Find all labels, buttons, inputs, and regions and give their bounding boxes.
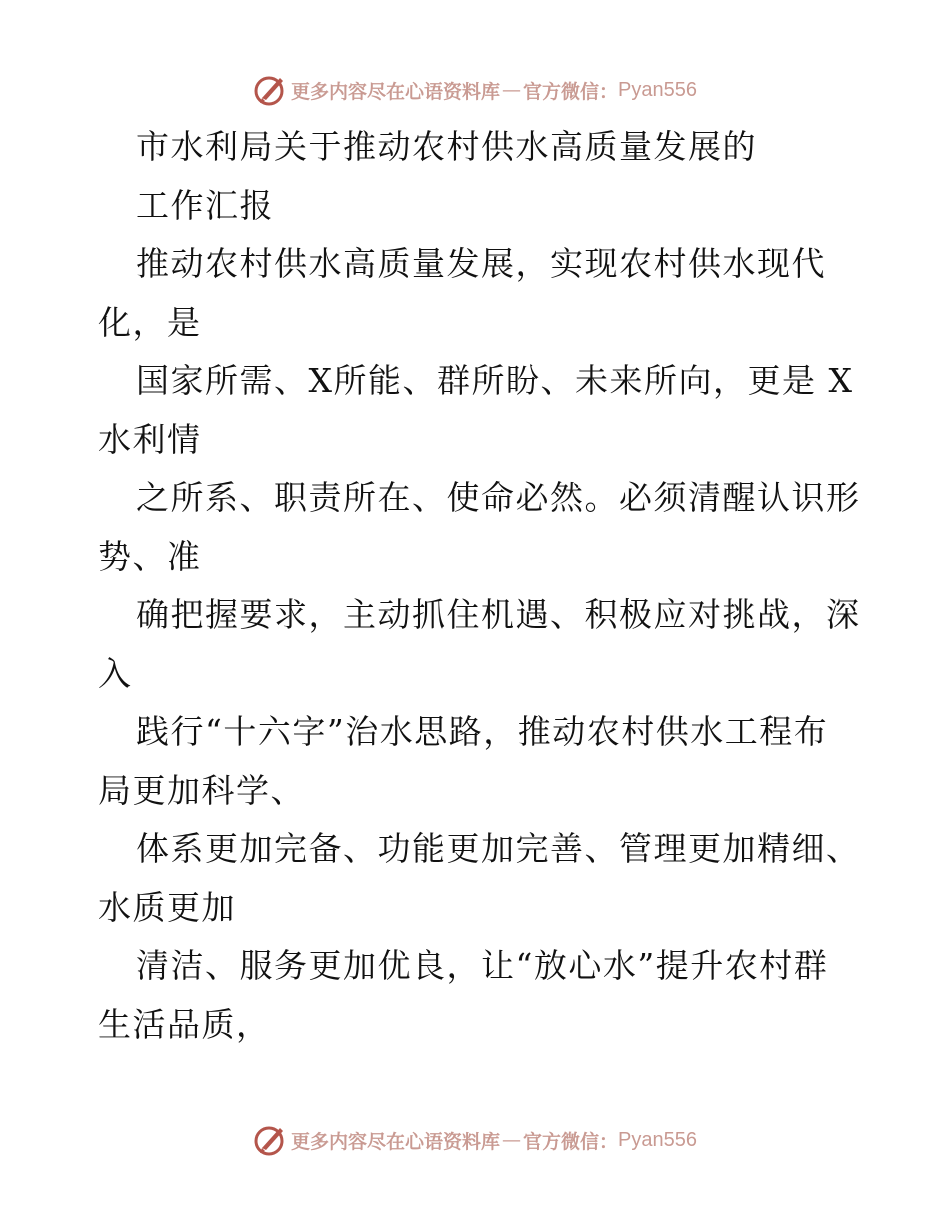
- doc-line: 势、准: [98, 536, 202, 576]
- doc-line: 市水利局关于推动农村供水高质量发展的: [136, 127, 757, 166]
- doc-line: 清洁、服务更加优良，让“放心水”提升农村群: [136, 946, 829, 985]
- doc-line: 践行“十六字”治水思路，推动农村供水工程布: [136, 712, 829, 751]
- doc-line: 体系更加完备、功能更加完善、管理更加精细、: [136, 829, 861, 868]
- quill-pen-circle-icon: [253, 73, 287, 107]
- footer-banner: [0, 1122, 950, 1158]
- banner-dash: —: [502, 1129, 522, 1151]
- doc-line: 水质更加: [98, 887, 236, 927]
- doc-line: 入: [98, 653, 133, 693]
- banner-title: 更多内容尽在心语资料库: [291, 1130, 501, 1153]
- banner-wechat-label: 官方微信：: [523, 80, 619, 103]
- doc-line: 确把握要求，主动抓住机遇、积极应对挑战，深: [136, 595, 861, 634]
- doc-line: 局更加科学、: [98, 770, 305, 810]
- quill-pen-circle-icon: [253, 1123, 287, 1157]
- header-banner: [0, 72, 950, 108]
- doc-line: 工作汇报: [136, 185, 274, 225]
- doc-line: 国家所需、X所能、群所盼、未来所向，更是 X: [136, 361, 854, 400]
- doc-line: 化，是: [98, 302, 202, 342]
- doc-line: 生活品质，: [98, 1004, 271, 1044]
- banner-wechat-id: Pyan556: [618, 1128, 697, 1151]
- banner-wechat-id: Pyan556: [618, 78, 697, 101]
- banner-dash: —: [502, 79, 522, 101]
- doc-line: 水利情: [98, 419, 202, 459]
- document-body: [98, 118, 861, 1054]
- doc-line: 之所系、职责所在、使命必然。必须清醒认识形: [136, 478, 861, 517]
- doc-line: 推动农村供水高质量发展，实现农村供水现代: [136, 244, 826, 283]
- banner-wechat-label: 官方微信：: [523, 1130, 619, 1153]
- banner-title: 更多内容尽在心语资料库: [291, 80, 501, 103]
